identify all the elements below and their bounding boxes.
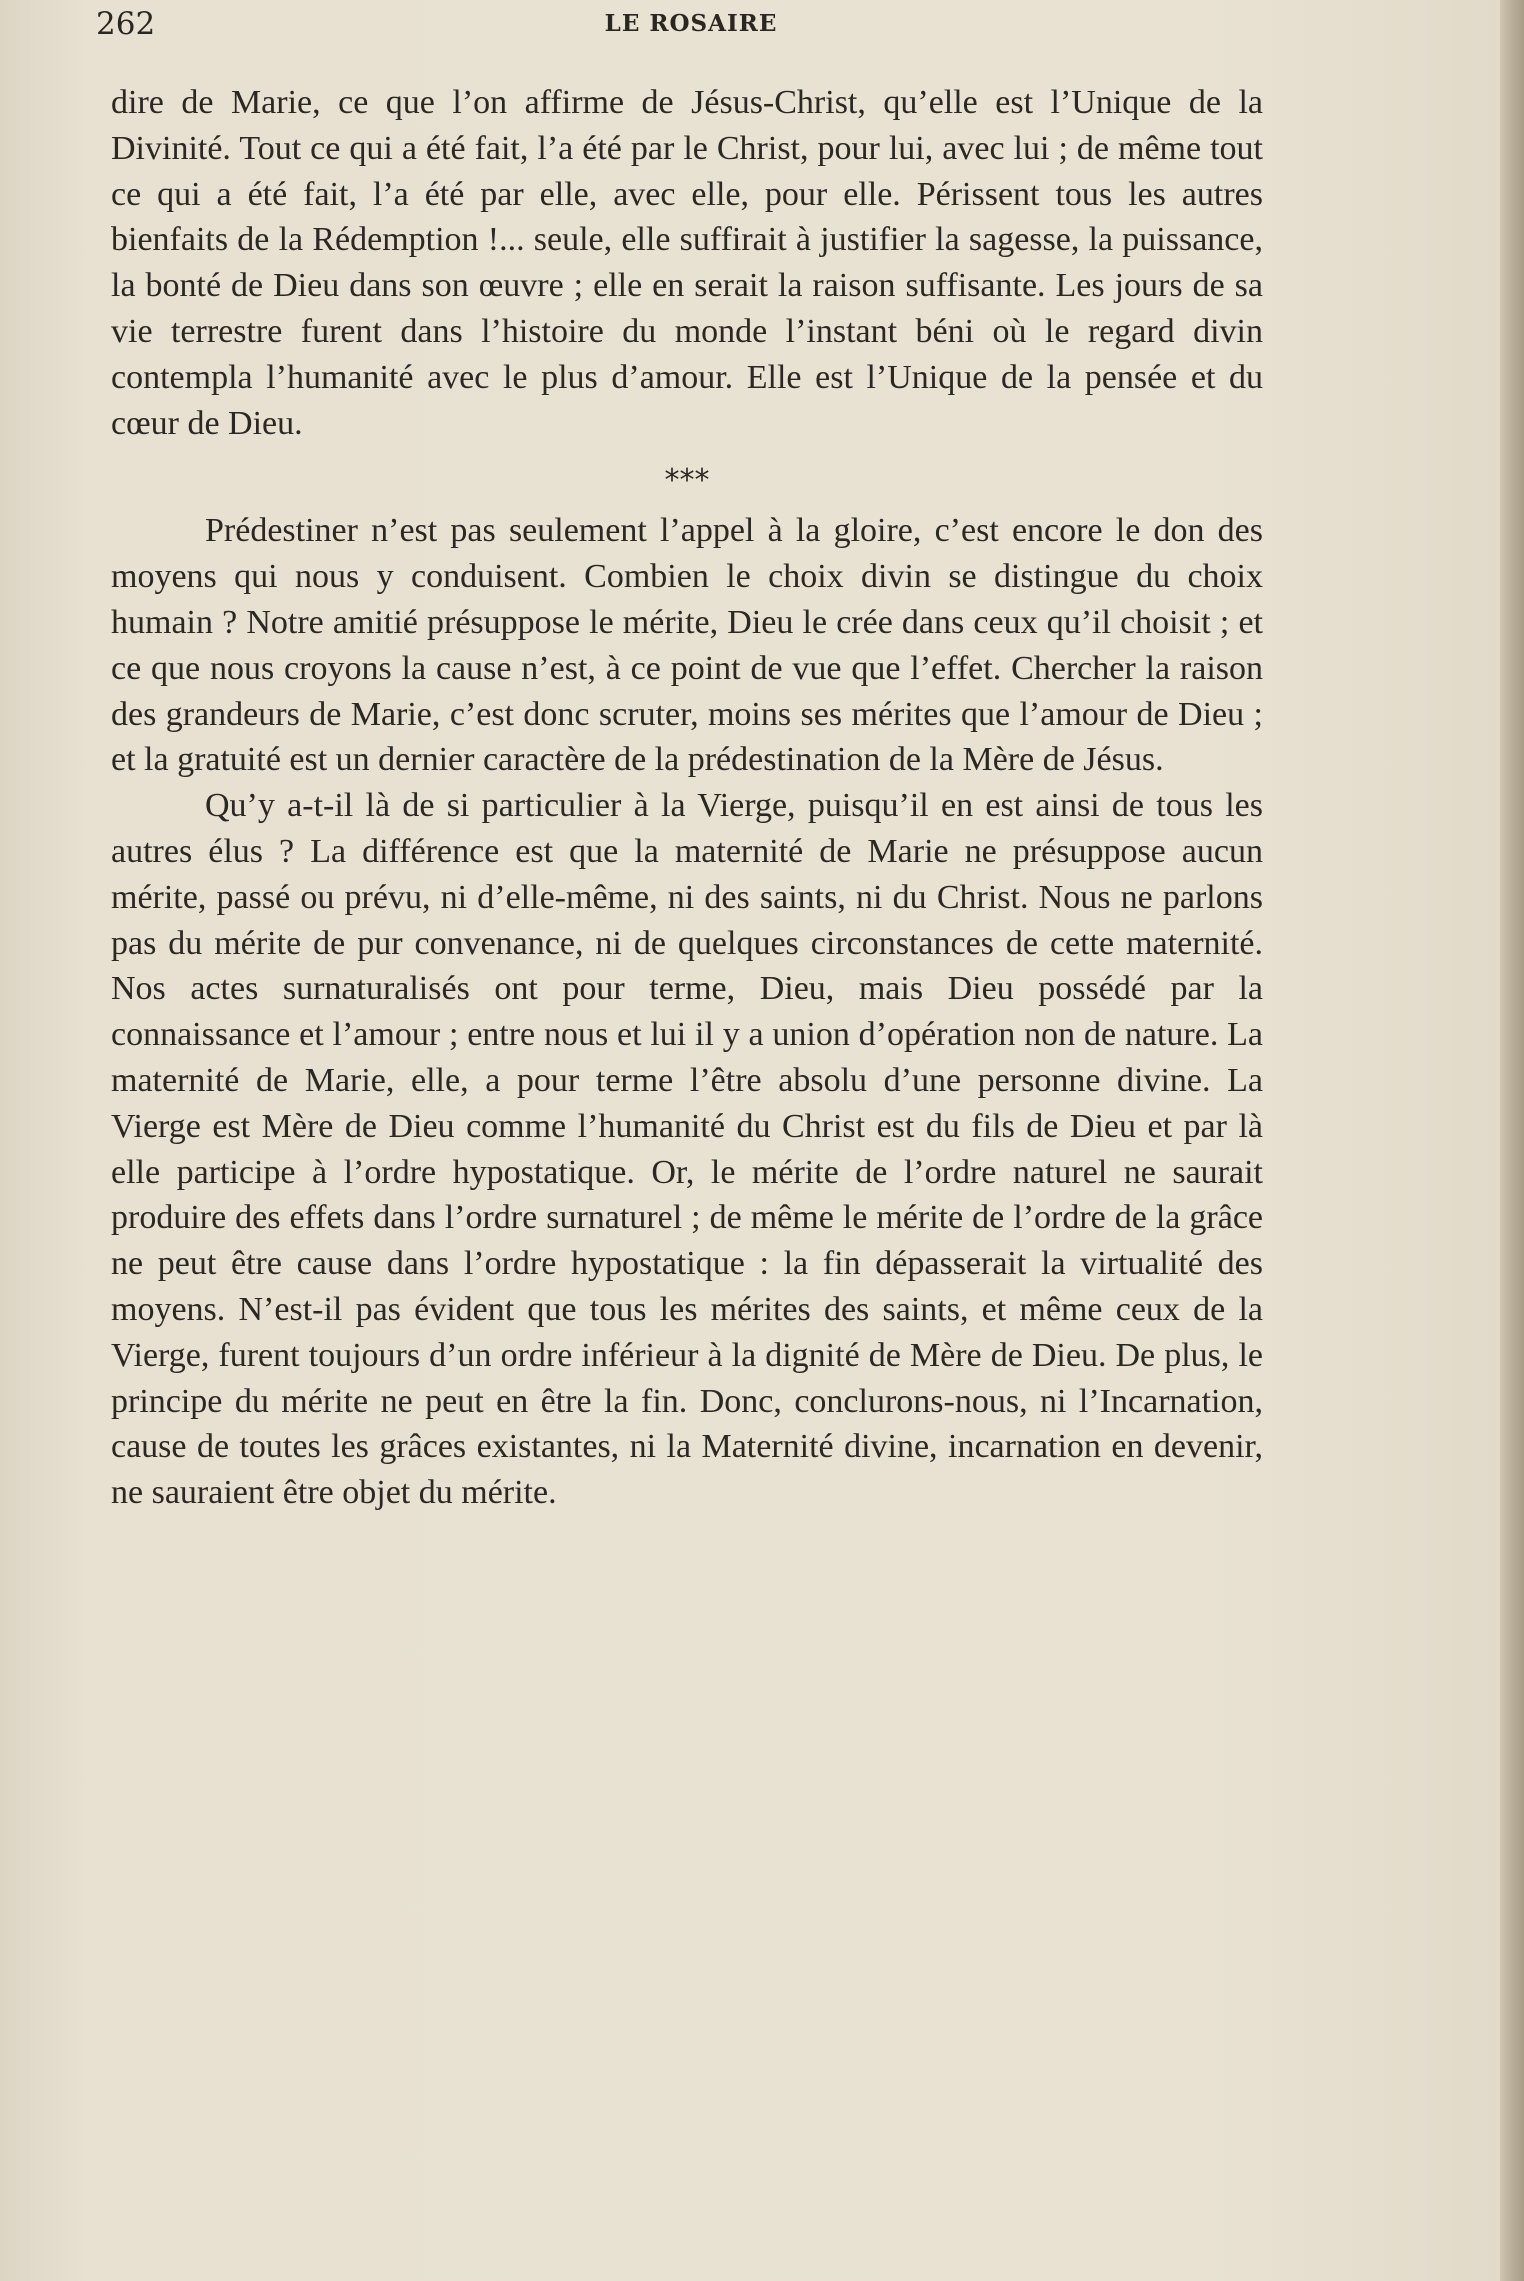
running-title: LE ROSAIRE [604,10,778,37]
paragraph-1: dire de Marie, ce que l’on affirme de Jésus-Christ, qu’elle est l’Unique de la Divinité. Tout ce qui a été fait, l’a été par le Christ, pour lui, avec lui ; de même tout ce qui a été fait, l’a été par elle, avec elle, pour elle. Périssent tous les autres bienfaits de la Rédemption !... seule, elle suffirait à justifier la sagesse, la puissance, la bonté de Dieu dans son œuvre ; elle en serait la raison suffisante. Les jours de sa vie terrestre furent dans l’histoire du monde l’instant béni où le regard divin contempla l’humanité avec le plus d’amour. Elle est l’Unique de la pensée et du cœur de Dieu. [111,84,1263,442]
section-separator: *** [664,463,710,499]
body-text [111,80,1263,1516]
paragraph-2: Prédestiner n’est pas seulement l’appel à la gloire, c’est encore le don des moyens qui nous y conduisent. Combien le choix divin se distingue du choix humain ? Notre amitié présuppose le mérite, Dieu le crée dans ceux qu’il choisit ; et ce que nous croyons la cause n’est, à ce point de vue que l’effet. Chercher la raison des grandeurs de Marie, c’est donc scruter, moins ses mérites que l’amour de Dieu ; et la gratuité est un dernier caractère de la prédestination de la Mère de Jésus. [111,512,1263,779]
paragraph-3: Qu’y a-t-il là de si particulier à la Vierge, puisqu’il en est ainsi de tous les autres élus ? La différence est que la maternité de Marie ne présuppose aucun mérite, passé ou prévu, ni d’elle-même, ni des saints, ni du Christ. Nous ne parlons pas du mérite de pur convenance, ni de quelques circonstances de cette maternité. Nos actes surnaturalisés ont pour terme, Dieu, mais Dieu possédé par la connaissance et l’amour ; entre nous et lui il y a union d’opération non de nature. La maternité de Marie, elle, a pour terme l’être absolu d’une personne divine. La Vierge est Mère de Dieu comme l’humanité du Christ est du fils de Dieu et par là elle participe à l’ordre hypostatique. Or, le mérite de l’ordre naturel ne saurait produire des effets dans l’ordre surnaturel ; de même le mérite de l’ordre de la grâce ne peut être cause dans l’ordre hypostatique : la fin dépasserait la virtualité des moyens. N’est-il pas évident que tous les mérites des saints, et même ceux de la Vierge, furent toujours d’un ordre inférieur à la dignité de Mère de Dieu. De plus, le principe du mérite ne peut en être la fin. Donc, conclurons-nous, ni l’Incarnation, cause de toutes les grâces existantes, ni la Maternité divine, incarnation en devenir, ne sauraient être objet du mérite. [111,787,1263,1512]
page-number: 262 [96,6,156,42]
page-edge-shadow [1500,0,1524,2281]
page-header [96,4,1286,44]
